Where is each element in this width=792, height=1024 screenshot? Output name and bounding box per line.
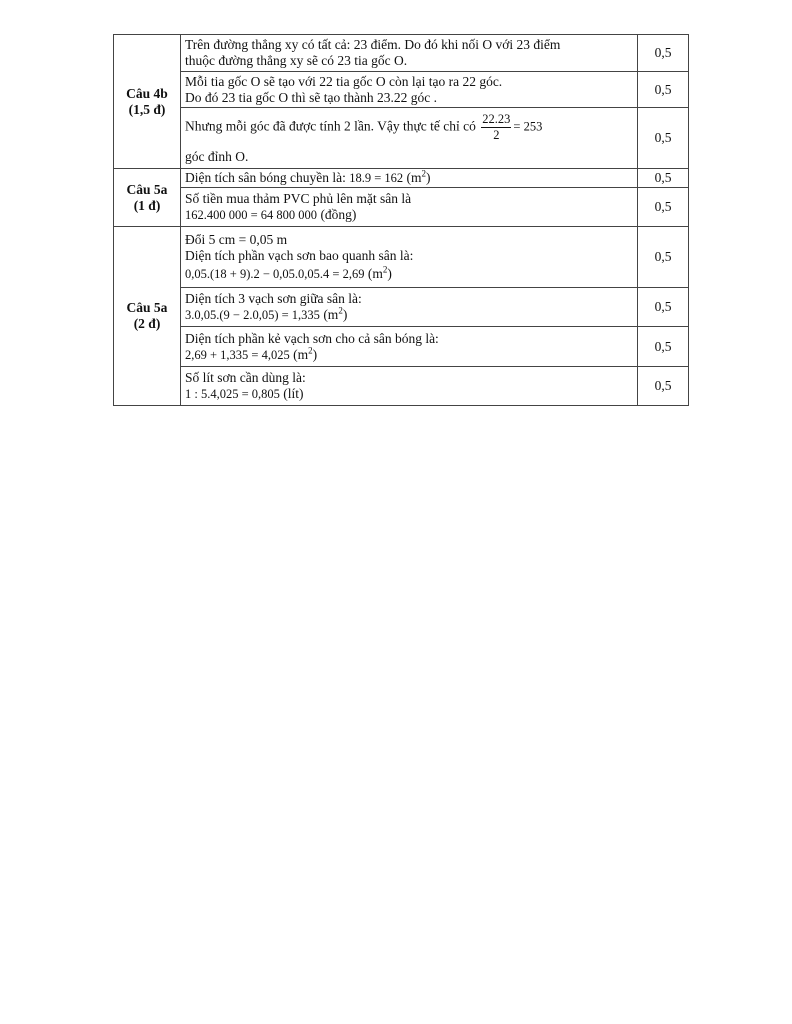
answer-line: thuộc đường thẳng xy sẽ có 23 tia gốc O. xyxy=(185,53,408,68)
answer-line xyxy=(185,386,633,402)
answer-math: 0,05.(18 + 9).2 − 0,05.0,05.4 = 2,69 xyxy=(185,267,365,281)
answer-cell xyxy=(181,367,638,406)
answer-line xyxy=(185,266,633,282)
answer-math: 2,69 + 1,335 = 4,025 xyxy=(185,347,290,362)
question-cell xyxy=(114,35,181,169)
answer-line: góc đỉnh O. xyxy=(185,148,249,164)
answer-line: Mỗi tia gốc O sẽ tạo với 22 tia gốc O còn lại tạo ra 22 góc. xyxy=(185,73,503,89)
score-cell: 0,5 xyxy=(638,188,689,227)
answer-cell xyxy=(181,327,638,367)
question-label: Câu 4b xyxy=(126,85,168,101)
table-row xyxy=(114,227,689,288)
answer-cell xyxy=(181,227,638,288)
fraction-numerator: 22.23 xyxy=(482,111,511,126)
answer-line: Trên đường thẳng xy có tất cả: 23 điểm. Do đó khi nối O với 23 điểm xyxy=(185,37,561,52)
answer-line: Số tiền mua thảm PVC phủ lên mặt sân là xyxy=(185,191,412,206)
answer-unit: (đồng) xyxy=(320,207,357,222)
table-row xyxy=(114,188,689,227)
question-label: Câu 5a xyxy=(126,300,168,315)
answer-line: Số lít sơn cần dùng là: xyxy=(185,370,306,385)
answer-line xyxy=(185,112,633,143)
answer-line: Do đó 23 tia gốc O thì sẽ tạo thành 23.22 góc . xyxy=(185,89,437,105)
table-row xyxy=(114,169,689,188)
answer-text: Diện tích sân bóng chuyền là: xyxy=(185,170,346,185)
question-points: (2 đ) xyxy=(133,316,161,331)
answer-math: 1 : 5.4,025 = 0,805 xyxy=(185,387,280,401)
answer-line: Diện tích phần vạch sơn bao quanh sân là: xyxy=(185,248,414,263)
fraction-result: = 253 xyxy=(513,119,543,134)
answer-line: Đổi 5 cm = 0,05 m xyxy=(185,232,288,247)
score-cell: 0,5 xyxy=(638,72,689,108)
score-cell: 0,5 xyxy=(638,108,689,169)
answer-line xyxy=(185,307,633,323)
answer-unit: $(m^2)$ xyxy=(293,345,318,362)
fraction xyxy=(481,112,511,143)
table-row xyxy=(114,72,689,108)
table-row xyxy=(114,108,689,169)
grading-table xyxy=(113,34,689,406)
answer-math: 162.400 000 = 64 800 000 xyxy=(185,208,318,222)
question-points: (1 đ) xyxy=(133,197,161,213)
answer-cell xyxy=(181,72,638,108)
score-cell: 0,5 xyxy=(638,288,689,327)
question-label: Câu 5a xyxy=(126,181,168,197)
answer-unit: $(m^2)$ xyxy=(323,305,348,322)
answer-cell xyxy=(181,288,638,327)
table-row xyxy=(114,367,689,406)
answer-line: Diện tích 3 vạch sơn giữa sân là: xyxy=(185,291,362,306)
fraction-denominator: 2 xyxy=(493,127,500,142)
answer-line xyxy=(185,347,633,363)
answer-cell xyxy=(181,35,638,72)
answer-cell xyxy=(181,108,638,169)
answer-math: 3.0,05.(9 − 2.0,05) = 1,335 xyxy=(185,308,320,322)
answer-unit: $(m^2)$ xyxy=(367,264,392,281)
answer-unit: (lít) xyxy=(283,386,304,401)
answer-math: 18.9 = 162 xyxy=(349,171,404,185)
score-cell: 0,5 xyxy=(638,367,689,406)
score-cell: 0,5 xyxy=(638,227,689,288)
table-row xyxy=(114,35,689,72)
score-cell: 0,5 xyxy=(638,169,689,188)
answer-unit: $(m^2)$ xyxy=(406,168,431,185)
answer-line: Diện tích phần kẻ vạch sơn cho cả sân bóng là: xyxy=(185,330,439,346)
table-row xyxy=(114,327,689,367)
answer-cell xyxy=(181,169,638,188)
score-cell: 0,5 xyxy=(638,35,689,72)
question-points: (1,5 đ) xyxy=(128,101,166,117)
answer-text: Nhưng mỗi góc đã được tính 2 lần. Vậy thực tế chỉ có xyxy=(185,118,476,134)
table-row xyxy=(114,288,689,327)
answer-cell xyxy=(181,188,638,227)
answer-line xyxy=(185,170,633,186)
answer-line xyxy=(185,207,633,223)
question-cell xyxy=(114,227,181,406)
question-cell xyxy=(114,169,181,227)
score-cell: 0,5 xyxy=(638,327,689,367)
